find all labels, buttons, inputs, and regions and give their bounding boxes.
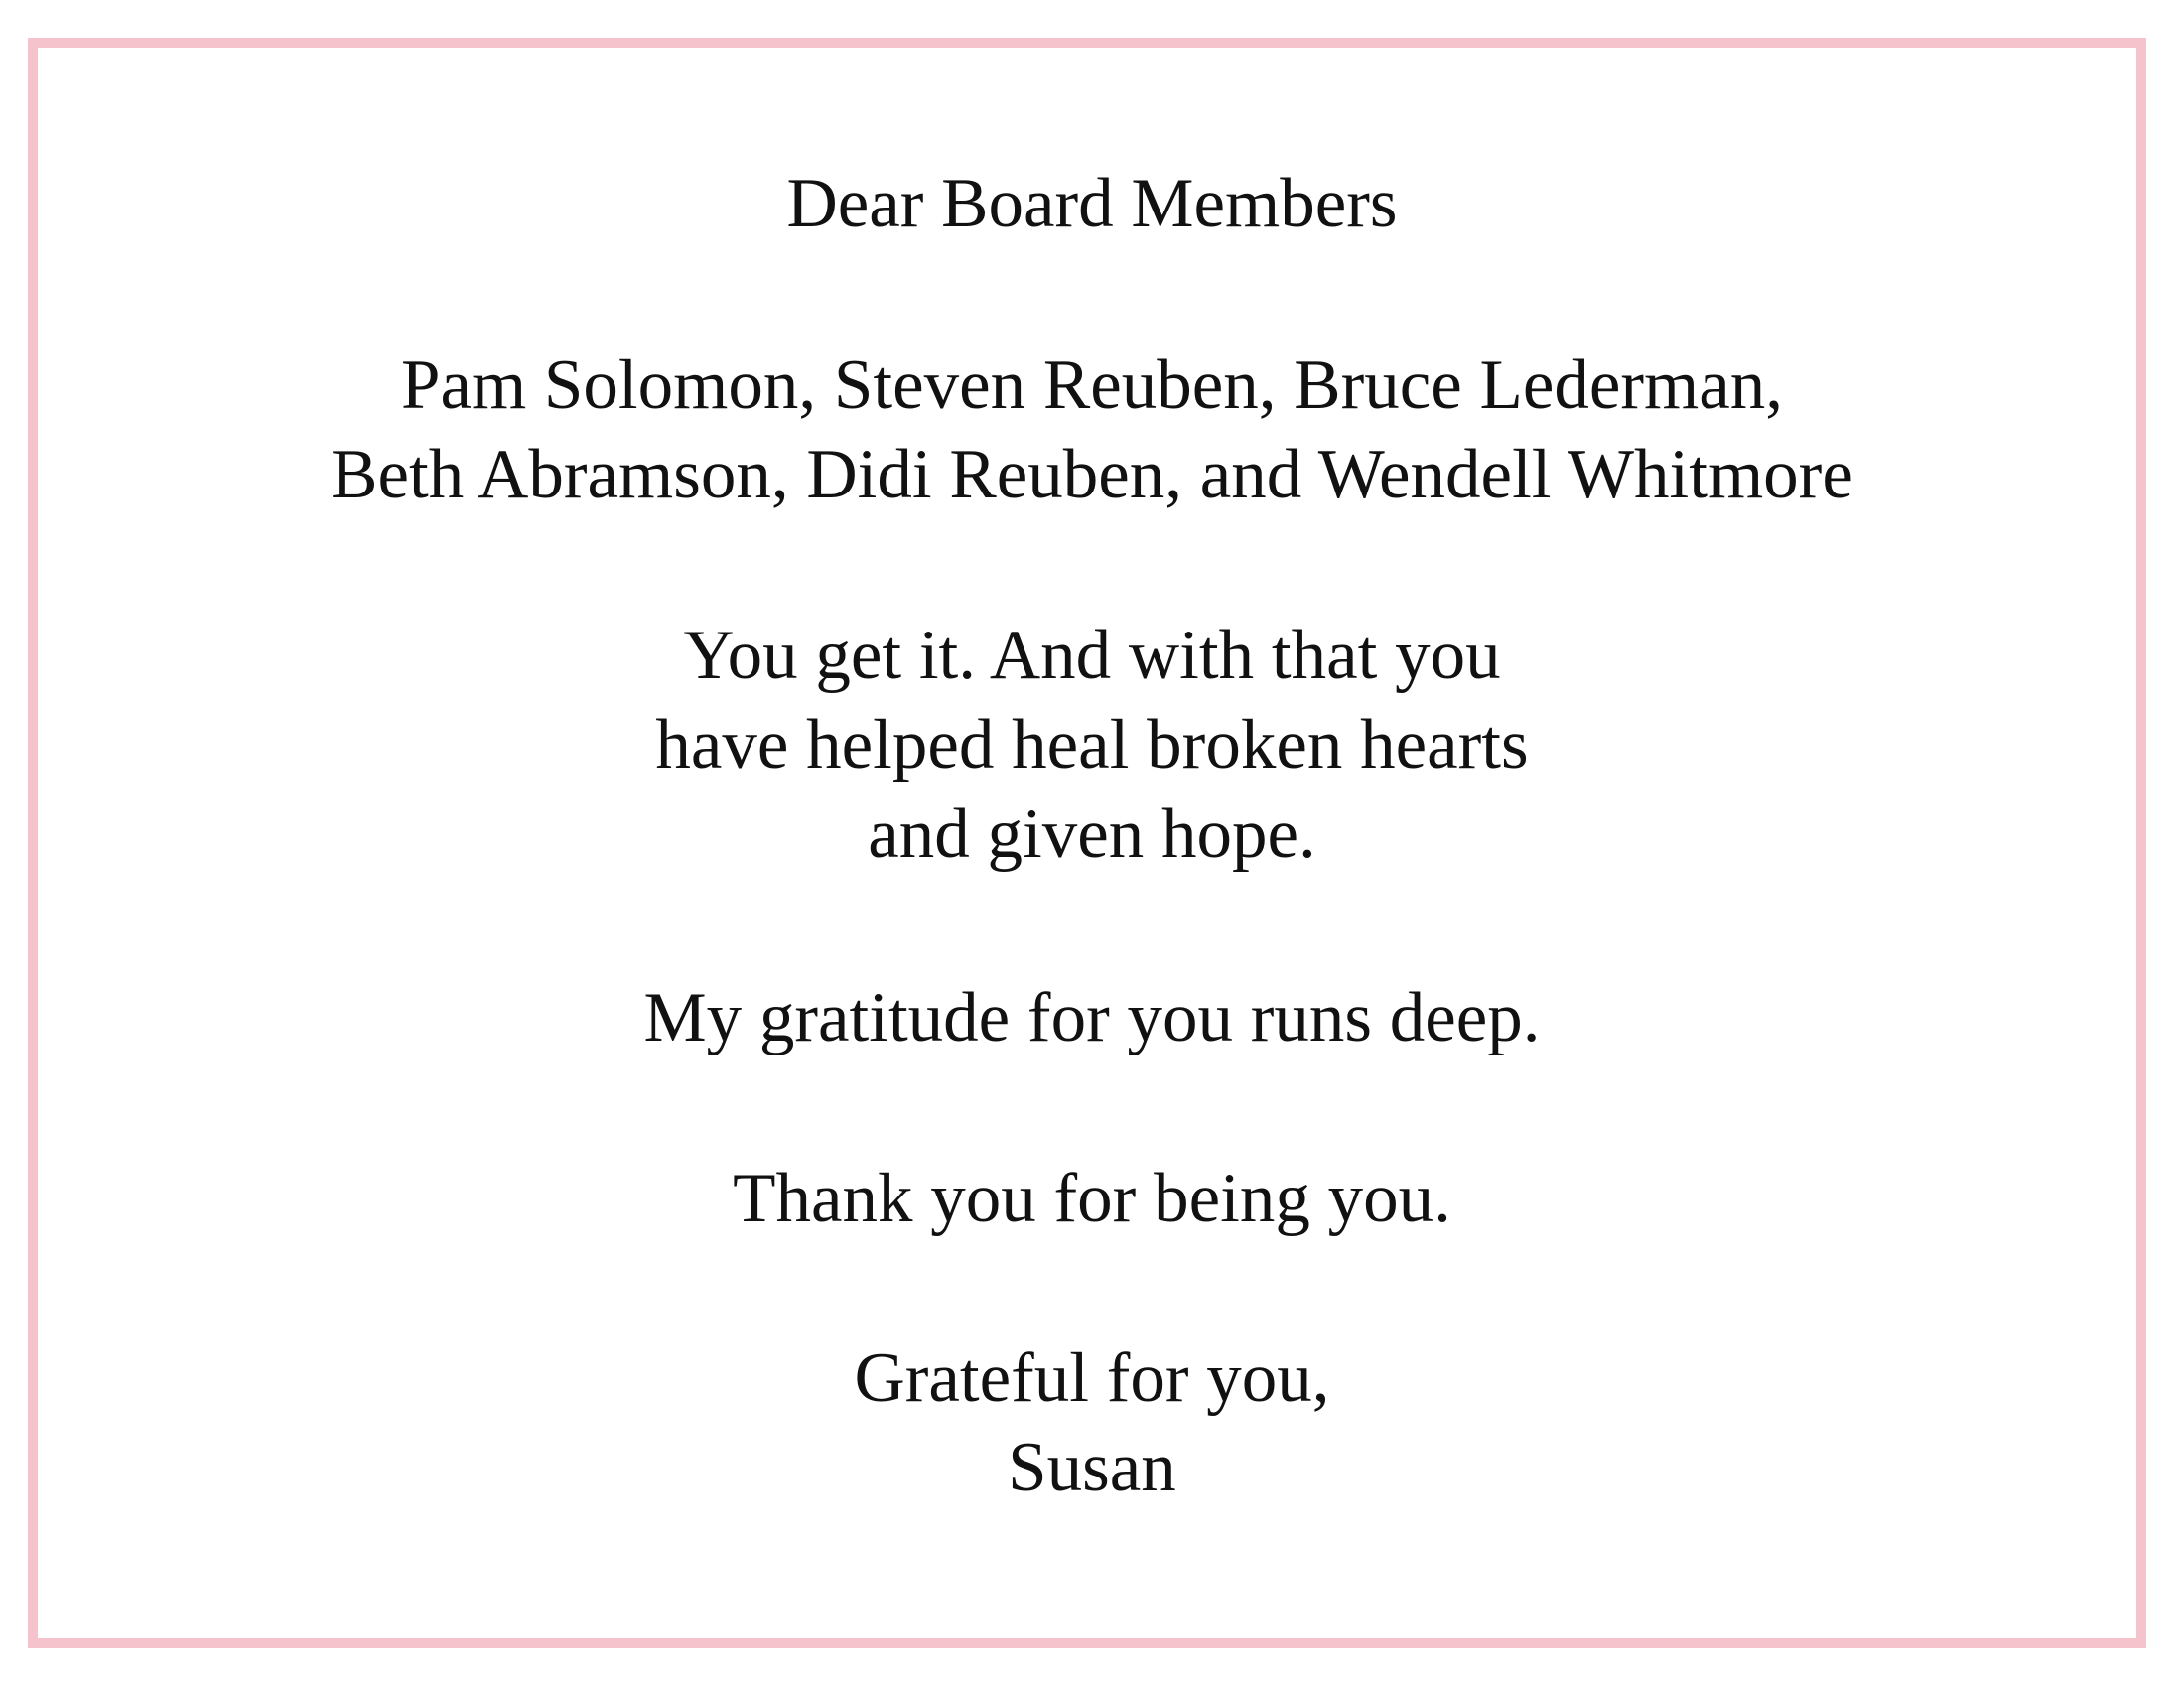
board-names-line: Pam Solomon, Steven Reuben, Bruce Lederman, bbox=[400, 347, 1784, 424]
closing-line: Grateful for you, bbox=[854, 1339, 1330, 1417]
thanks-block bbox=[0, 1154, 2184, 1243]
salutation: Dear Board Members bbox=[786, 165, 1398, 242]
message-line: have helped heal broken hearts bbox=[655, 706, 1529, 783]
salutation-block bbox=[0, 159, 2184, 248]
gratitude-line: My gratitude for you runs deep. bbox=[643, 979, 1541, 1056]
message-line: and given hope. bbox=[868, 795, 1316, 873]
signature: Susan bbox=[1008, 1429, 1176, 1506]
gratitude-block bbox=[0, 973, 2184, 1062]
message-line: You get it. And with that you bbox=[683, 617, 1501, 694]
thanks-line: Thank you for being you. bbox=[733, 1160, 1451, 1237]
board-names-line: Beth Abramson, Didi Reuben, and Wendell Whitmore bbox=[331, 436, 1853, 513]
board-names-block bbox=[0, 341, 2184, 519]
closing-block bbox=[0, 1334, 2184, 1512]
message-block bbox=[0, 611, 2184, 879]
